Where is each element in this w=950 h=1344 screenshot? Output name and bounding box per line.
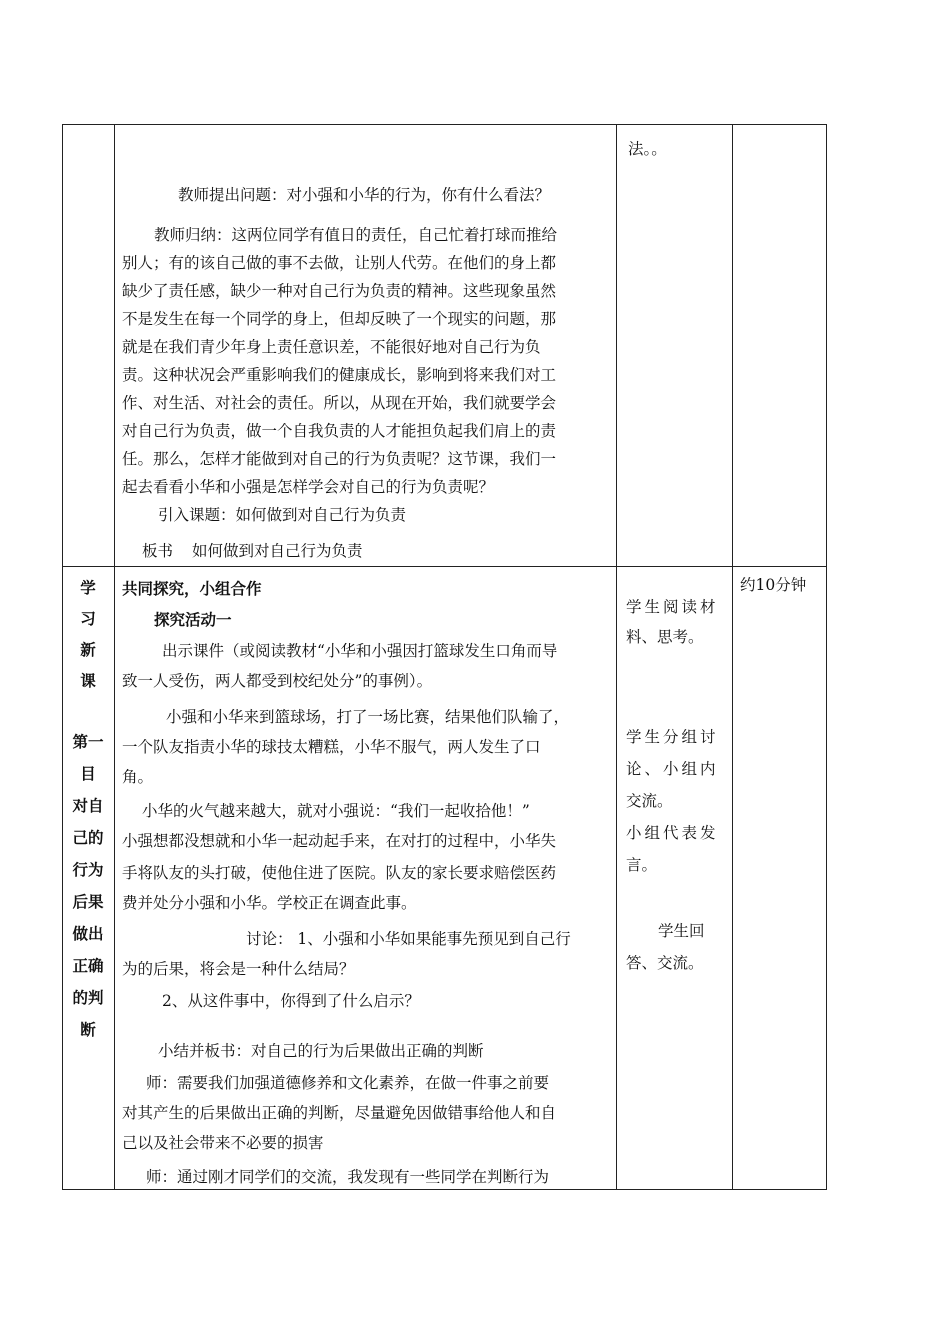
teacher-question: 教师提出问题：对小强和小华的行为，你有什么看法？ [178, 186, 551, 204]
student-activity-line: 小组代表发 [626, 824, 719, 842]
section-heading: 共同探究，小组合作 [122, 579, 262, 598]
teacher-remark-line: 师：通过刚才同学们的交流，我发现有一些同学在判断行为 [146, 1168, 550, 1186]
board-label: 板书 [142, 542, 174, 560]
teacher-summary-line: 起去看看小华和小强是怎样学会对自己的行为负责呢？ [122, 478, 495, 496]
lesson-line: 角。 [122, 768, 154, 786]
board-text: 如何做到对自己行为负责 [192, 542, 363, 560]
teacher-summary-line: 别人；有的该自己做的事不去做，让别人代劳。在他们的身上都 [122, 254, 557, 272]
teacher-remark-line: 对其产生的后果做出正确的判断，尽量避免因做错事给他人和自 [122, 1104, 557, 1122]
student-activity-line: 言。 [626, 856, 658, 874]
teacher-summary-line: 缺少了责任感，缺少一种对自己行为负责的精神。这些现象虽然 [122, 282, 557, 300]
discussion-question: 讨论： 1、小强和小华如果能事先预见到自己行 [246, 930, 571, 948]
lesson-line: 小华的火气越来越大，就对小强说：“我们一起收拾他！” [142, 802, 530, 820]
student-activity-line: 学生回 [658, 922, 705, 940]
column-divider [114, 124, 115, 1190]
table-border-bottom [62, 1189, 827, 1190]
section-title-char: 的判 [72, 988, 104, 1007]
section-title-char: 正确 [72, 956, 104, 975]
activity-heading: 探究活动一 [154, 610, 232, 629]
column-divider [616, 124, 617, 1190]
teacher-summary-line: 对自己行为负责，做一个自我负责的人才能担负起我们肩上的责 [122, 422, 557, 440]
section-title-char: 学 [80, 578, 96, 597]
summary-board: 小结并板书：对自己的行为后果做出正确的判断 [158, 1042, 484, 1060]
lesson-line: 费并处分小强和小华。学校正在调查此事。 [122, 894, 417, 912]
lesson-line: 一个队友指责小华的球技太糟糕，小华不服气，两人发生了口 [122, 738, 541, 756]
table-border-right [826, 124, 827, 1190]
section-title-char: 行为 [72, 860, 104, 879]
teacher-summary-line: 不是发生在每一个同学的身上，但却反映了一个现实的问题，那 [122, 310, 557, 328]
student-activity-line: 学生分组讨 [626, 728, 719, 746]
lesson-line: 小强和小华来到篮球场，打了一场比赛，结果他们队输了， [166, 708, 570, 726]
section-title-char: 课 [80, 671, 96, 690]
column-divider [732, 124, 733, 1190]
section-title-char: 目 [80, 764, 96, 783]
lesson-line: 出示课件（或阅读教材“小华和小强因打篮球发生口角而导 [162, 642, 558, 660]
discussion-question: 为的后果，将会是一种什么结局？ [122, 960, 355, 978]
teacher-summary-line: 就是在我们青少年身上责任意识差，不能很好地对自己行为负 [122, 338, 541, 356]
section-title-char: 对自 [72, 796, 104, 815]
lesson-line: 致一人受伤，两人都受到校纪处分”的事例）。 [122, 672, 433, 690]
student-activity-line: 学生阅读材 [626, 598, 719, 616]
student-activity-line: 交流。 [626, 792, 673, 810]
teacher-remark-line: 己以及社会带来不必要的损害 [122, 1134, 324, 1152]
teacher-summary-line: 教师归纳：这两位同学有值日的责任，自己忙着打球而推给 [154, 226, 558, 244]
student-activity-line: 料、思考。 [626, 628, 704, 646]
teacher-remark-line: 师：需要我们加强道德修养和文化素养，在做一件事之前要 [146, 1074, 550, 1092]
student-activity-line: 答、交流。 [626, 954, 704, 972]
section-title-char: 做出 [72, 924, 104, 943]
lesson-table [62, 124, 827, 1190]
section-title-char: 新 [80, 640, 96, 659]
lesson-line: 手将队友的头打破，使他住进了医院。队友的家长要求赔偿医药 [122, 864, 557, 882]
time-estimate: 约10分钟 [740, 576, 807, 594]
student-activity-text: 法。。 [628, 140, 667, 158]
table-border-top [62, 124, 827, 125]
section-title-char: 后果 [72, 892, 104, 911]
section-title-char: 第一 [72, 732, 104, 751]
student-activity-line: 论、小组内 [626, 760, 719, 778]
section-title-char: 习 [80, 609, 96, 628]
discussion-question: 2、从这件事中，你得到了什么启示？ [162, 992, 420, 1010]
teacher-summary-line: 任。那么，怎样才能做到对自己的行为负责呢？这节课，我们一 [122, 450, 557, 468]
teacher-summary-line: 责。这种状况会严重影响我们的健康成长，影响到将来我们对工 [122, 366, 557, 384]
row-divider [62, 566, 827, 567]
lesson-line: 小强想都没想就和小华一起动起手来，在对打的过程中，小华失 [122, 832, 557, 850]
section-title-char: 断 [80, 1020, 96, 1039]
intro-topic: 引入课题：如何做到对自己行为负责 [158, 506, 407, 524]
teacher-summary-line: 作、对生活、对社会的责任。所以，从现在开始，我们就要学会 [122, 394, 557, 412]
section-title-char: 己的 [72, 828, 104, 847]
